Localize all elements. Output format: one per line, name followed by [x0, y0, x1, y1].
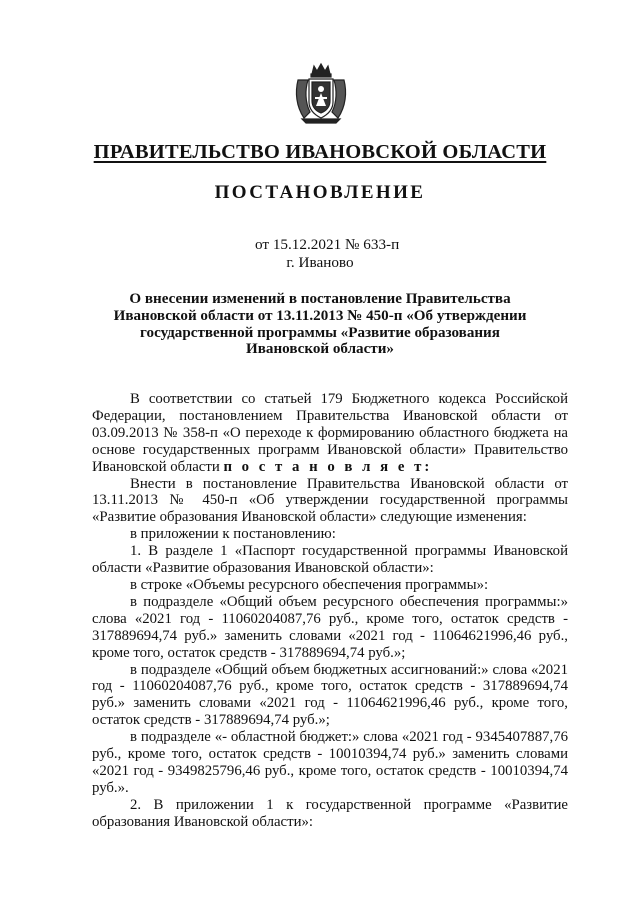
body-paragraph: 1. В разделе 1 «Паспорт государственной программы Ивановской области «Развитие образования Ивановской области»:: [92, 543, 568, 577]
subject-line: государственной программы «Развитие образования: [140, 324, 500, 341]
subject-line: Ивановской области от 13.11.2013 № 450-п «Об утверждении: [113, 307, 527, 324]
body-paragraph: в подразделе «- областной бюджет:» слова «2021 год - 9345407887,76 руб., кроме того, остаток средств - 10010394,74 руб.» заменить словами «2021 год - 9349825796,46 руб., кроме того, остаток средств - 10010394,74 руб.».: [92, 729, 568, 796]
body-paragraph: 2. В приложении 1 к государственной программе «Развитие образования Ивановской области»:: [92, 796, 568, 830]
subject-line: Ивановской области»: [246, 341, 394, 358]
body-paragraph: в приложении к постановлению:: [130, 526, 336, 543]
preamble-text: В соответствии со статьей 179 Бюджетного кодекса Российской Федерации, постановлением Правительства Ивановской области от 03.09.2013 № 358-п «О переходе к формированию областного бюджета на основе государственных программ Ивановской области» Правительство Ивановской области: [92, 391, 568, 475]
document-subject: [90, 291, 550, 358]
body-paragraph: в подразделе «Общий объем бюджетных ассигнований:» слова «2021 год - 11060204087,76 руб., кроме того, остаток средств - 317889694,74 руб.» заменить словами «2021 год - 11064621996,46 руб., кроме того, остаток средств - 317889694,74 руб.»;: [92, 661, 568, 729]
document-date-number: от 15.12.2021 № 633-п: [255, 236, 400, 253]
body-paragraph: в подразделе «Общий объем ресурсного обеспечения программы:» слова «2021 год - 11060204087,76 руб., кроме того, остаток средств - 317889694,74 руб.» заменить словами «2021 год - 11064621996,46 руб., кроме того, остаток средств - 317889694,74 руб.»;: [92, 593, 568, 661]
government-title: ПРАВИТЕЛЬСТВО ИВАНОВСКОЙ ОБЛАСТИ: [93, 141, 547, 163]
preamble-paragraph: [92, 391, 568, 476]
body-paragraph: в строке «Объемы ресурсного обеспечения программы»:: [130, 576, 489, 593]
subject-line: О внесении изменений в постановление Правительства: [129, 291, 511, 307]
document-city: г. Иваново: [286, 254, 354, 271]
coat-of-arms-emblem: [292, 62, 350, 124]
document-type-heading: ПОСТАНОВЛЕНИЕ: [214, 182, 426, 203]
resolves-emphasis: п о с т а н о в л я е т:: [223, 458, 433, 475]
document-body: [92, 391, 568, 831]
body-paragraph: Внести в постановление Правительства Ивановской области от 13.11.2013 № 450-п «Об утверждении государственной программы «Развитие образования Ивановской области» следующие изменения:: [92, 475, 568, 526]
